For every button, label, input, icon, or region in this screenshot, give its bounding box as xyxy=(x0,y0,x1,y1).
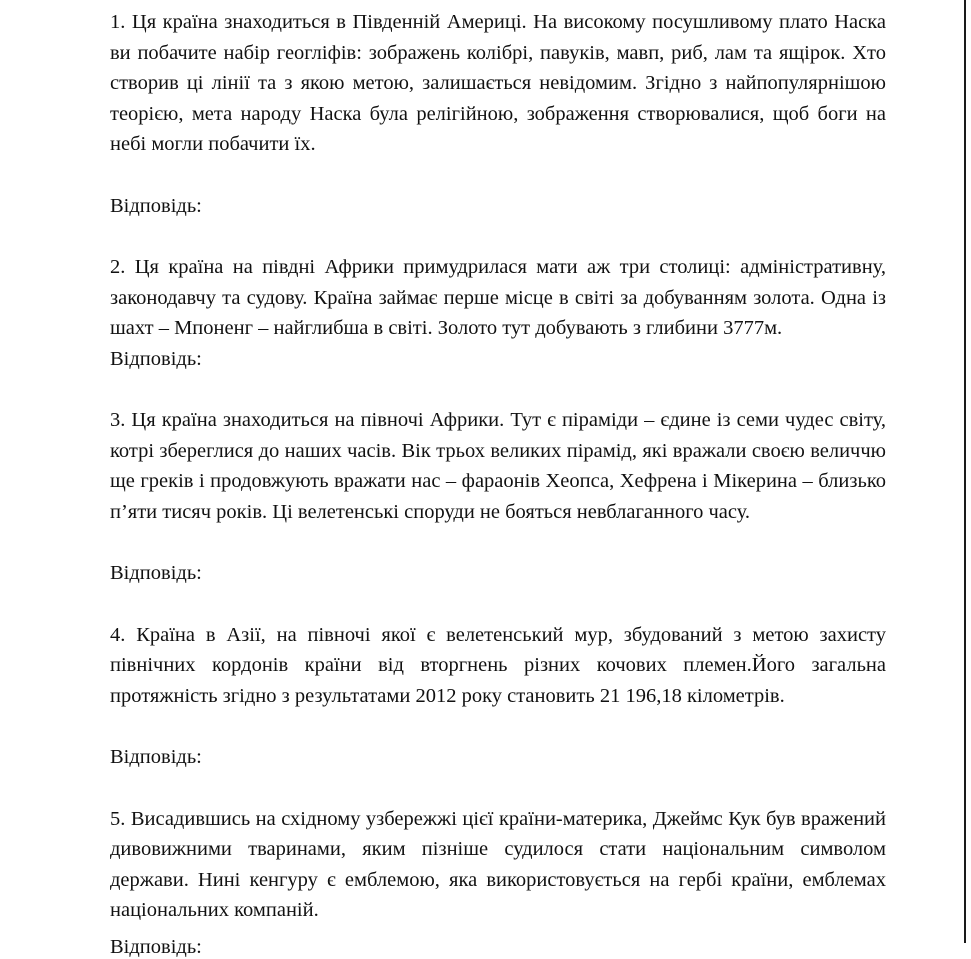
question-4-text: 4. Країна в Азії, на півночі якої є велетенський мур, збудований з метою захисту північних кордонів країни від вторгнень різних кочових племен.Його загальна протяжність згідно з результатами 2012 року становить 21 196,18 кілометрів. xyxy=(110,623,886,707)
answer-1-label: Відповідь: xyxy=(110,194,202,217)
question-1-text: 1. Ця країна знаходиться в Південній Америці. На високому посушливому плато Наска ви побачите набір геогліфів: зображень колібрі, павуків, мавп, риб, лам та ящірок. Хто створив ці лінії та з якою метою, залишається невідомим. Згідно з найпопулярнішою теорією, мета народу Наска була релігійною, зображення створювалися, щоб боги на небі могли побачити їх. xyxy=(110,11,886,155)
answer-3-label: Відповідь: xyxy=(110,562,202,584)
question-5-text: 5. Висадившись на східному узбережжі цієї країни-материка, Джеймс Кук був вражений дивовижними тваринами, яким пізніше судилося стати національним символом держави. Нині кенгуру є емблемою, яка використовується на гербі країни, емблемах національних компаній. xyxy=(110,807,886,921)
answer-2-label: Відповідь: xyxy=(110,347,202,370)
question-2-text: 2. Ця країна на півдні Африки примудрилася мати аж три столиці: адміністративну, законодавчу та судову. Країна займає перше місце в світі за добуванням золота. Одна із шахт – Мпоненг – найглибша в світі. Золото тут добувають з глибини 3777м. xyxy=(110,256,886,339)
page-edge xyxy=(964,0,966,943)
document-body xyxy=(110,7,886,926)
question-3-text: 3. Ця країна знаходиться на півночі Африки. Тут є піраміди – єдине із семи чудес світу, котрі збереглися до наших часів. Вік трьох великих пірамід, які вражали своєю величчю ще греків і продовжують вражати нас – фараонів Хеопса, Хефрена і Мікерина – близько п’яти тисяч років. Ці велетенські споруди не бояться невблаганного часу. xyxy=(110,409,886,523)
answer-4-label: Відповідь: xyxy=(110,746,202,768)
answer-5-label-cut: Відповідь: xyxy=(110,936,202,958)
